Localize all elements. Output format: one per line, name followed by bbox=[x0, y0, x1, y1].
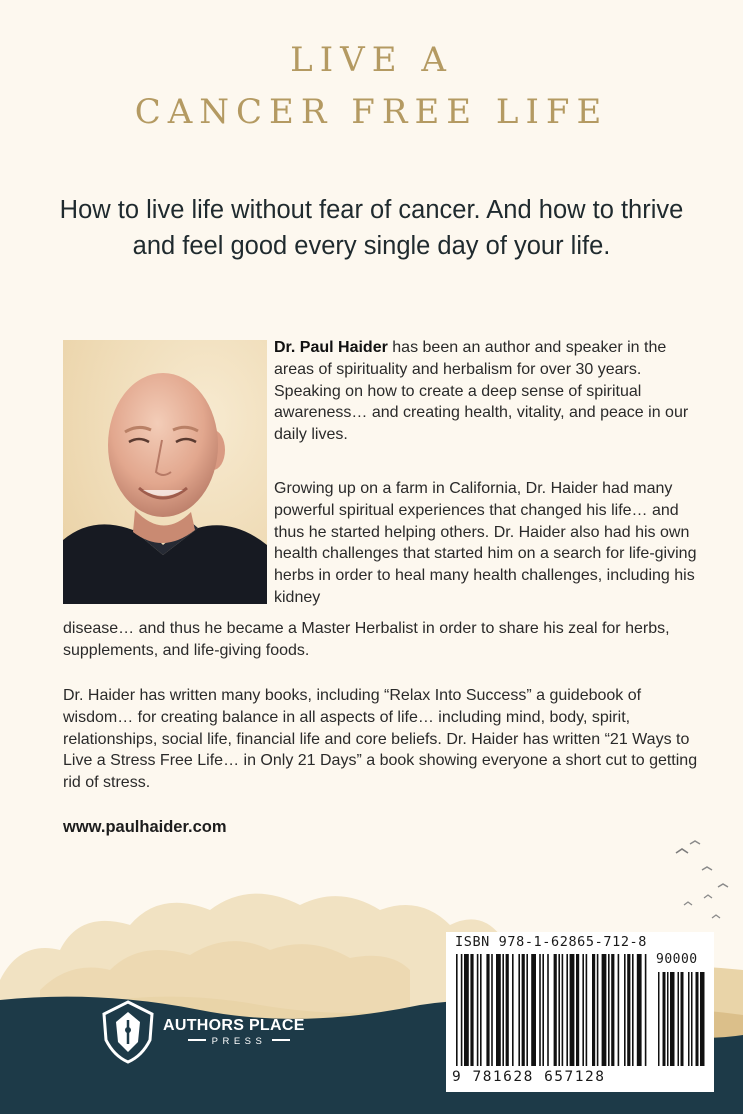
barcode-bar bbox=[678, 972, 680, 1066]
barcode-bar bbox=[542, 954, 544, 1066]
barcode-bar bbox=[663, 972, 666, 1066]
barcode-bar bbox=[688, 972, 690, 1066]
barcode-bar bbox=[506, 954, 509, 1066]
barcode-bar bbox=[597, 954, 599, 1066]
barcode-bar bbox=[618, 954, 620, 1066]
author-name: Dr. Paul Haider bbox=[274, 339, 388, 356]
book-title-line-2: CANCER FREE LIFE bbox=[134, 92, 609, 132]
publisher-subtitle: PRESS bbox=[163, 1036, 315, 1047]
tagline: How to live life without fear of cancer. And how to thrive and feel good every single day of your life. bbox=[59, 196, 684, 260]
barcode-bar bbox=[491, 954, 493, 1066]
barcode-bar bbox=[464, 954, 469, 1066]
barcode-bar bbox=[582, 954, 584, 1066]
barcode-bar bbox=[681, 972, 684, 1066]
barcode-bar bbox=[566, 954, 568, 1066]
bio-paragraph-2: Growing up on a farm in California, Dr. Haider had many powerful spiritual experiences that changed his life… and thus he started helping others. Dr. Haider also had his own health challenges that started him on a search for life-giving herbs in order to heal many health challenges, including his kidney bbox=[274, 480, 697, 606]
barcode-bar bbox=[486, 954, 489, 1066]
barcode-bar bbox=[608, 954, 610, 1066]
barcode-bar bbox=[470, 954, 473, 1066]
bio-paragraph-3: Dr. Haider has written many books, including “Relax Into Success” a guidebook of wisdom… for creating balance in all aspects of life… including mind, body, spirit, relationships, social life, financial life and core beliefs. Dr. Haider has written “21 Ways to Live a Stress Free Life… in Only 21 Days” a book showing everyone a short cut to getting rid of stress. bbox=[63, 687, 698, 792]
barcode-bar bbox=[645, 954, 647, 1066]
barcode-bar bbox=[696, 972, 699, 1066]
barcode-bar bbox=[480, 954, 482, 1066]
barcode-bar bbox=[547, 954, 549, 1066]
author-photo bbox=[63, 340, 267, 604]
barcode-bar bbox=[667, 972, 669, 1066]
bio-paragraph-1-text: has been an author and speaker in the areas of spirituality and herbalism for over 30 years. Speaking on how to create a deep sense of spiritual awareness… and creating health, vitality, and peace in our daily lives. bbox=[274, 339, 689, 444]
bio-paragraph-2-continued: disease… and thus he became a Master Herbalist in order to share his zeal for herbs, supplements, and life-giving foods. bbox=[63, 620, 670, 659]
barcode-bar bbox=[522, 954, 525, 1066]
publisher-logo-icon bbox=[100, 1000, 156, 1064]
barcode-bar bbox=[558, 954, 560, 1066]
price-code: 90000 bbox=[656, 952, 698, 967]
barcode-bar bbox=[658, 972, 660, 1066]
bio-paragraph-1 bbox=[274, 337, 708, 446]
barcode-bar bbox=[554, 954, 557, 1066]
publisher-name: AUTHORS PLACE bbox=[163, 1017, 305, 1034]
barcode-bar bbox=[570, 954, 575, 1066]
barcode-bar bbox=[624, 954, 626, 1066]
barcode-bar bbox=[627, 954, 630, 1066]
barcode-bar bbox=[670, 972, 675, 1066]
barcode-bar bbox=[632, 954, 634, 1066]
barcode-bar bbox=[611, 954, 614, 1066]
barcode-bar bbox=[531, 954, 536, 1066]
barcode-bar bbox=[592, 954, 595, 1066]
barcode-bar bbox=[502, 954, 504, 1066]
barcode-bar bbox=[602, 954, 607, 1066]
barcode-bar bbox=[512, 954, 514, 1066]
barcode-bar bbox=[562, 954, 564, 1066]
barcode-bar bbox=[456, 954, 458, 1066]
barcode-bar bbox=[586, 954, 588, 1066]
barcode-bar bbox=[496, 954, 501, 1066]
barcode-bar bbox=[700, 972, 705, 1066]
barcode-digits: 9 781628 657128 bbox=[452, 1069, 606, 1085]
barcode-bar bbox=[518, 954, 520, 1066]
barcode-bar bbox=[461, 954, 463, 1066]
isbn-label: ISBN 978-1-62865-712-8 bbox=[455, 934, 648, 950]
website-link[interactable]: www.paulhaider.com bbox=[63, 818, 227, 836]
barcode-bar bbox=[477, 954, 479, 1066]
barcode-bar bbox=[691, 972, 693, 1066]
barcode-bar bbox=[576, 954, 579, 1066]
barcode-bar bbox=[539, 954, 541, 1066]
book-title-line-1: LIVE A bbox=[290, 40, 453, 80]
barcode-bar bbox=[637, 954, 642, 1066]
barcode-bar bbox=[526, 954, 528, 1066]
